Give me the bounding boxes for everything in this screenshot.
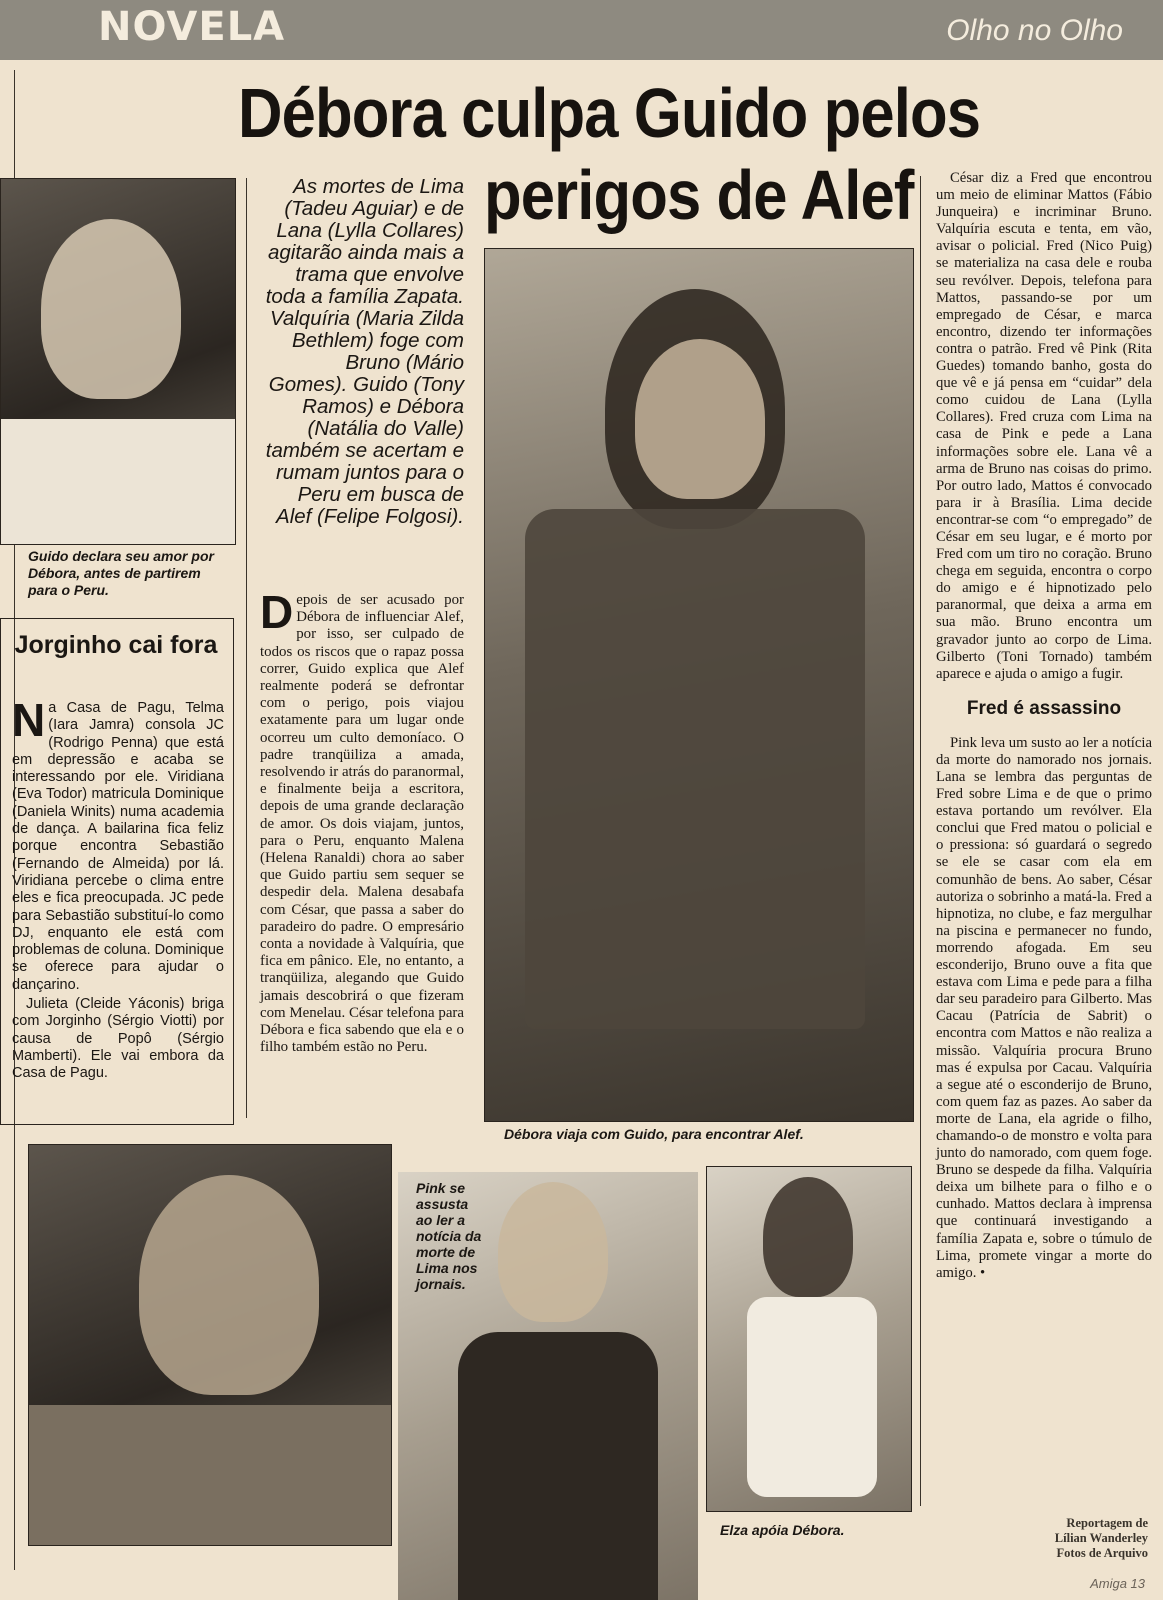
headline-line-2: perigos de Alef bbox=[484, 156, 914, 234]
sidebar-text-1: a Casa de Pagu, Telma (Iara Jamra) consola JC (Rodrigo Penna) que está em depressão e acaba se interessando por ele. Viridiana (Eva Todor) matricula Dominique (Daniela Winits) numa academia de dança. A bailarina fica feliz porque encontra Sebastião (Fernando de Almeida) por lá. Viridiana percebe o clima entre eles e fica preocupada. JC pede para Sebastião substituí-lo como DJ, enquanto ele está com problemas de coluna. Dominique se oferece para ajudar o dançarino. bbox=[12, 700, 224, 993]
credit-line-1: Reportagem de bbox=[1066, 1516, 1148, 1530]
right-column bbox=[936, 170, 1152, 1282]
right-paragraph-1: César diz a Fred que encontrou um meio de eliminar Mattos (Fábio Junqueira) e incriminar Bruno. Valquíria escuta e tenta, em vão, avisar o policial. Fred (Nico Puig) se materializa na casa dele e rouba seu revólver. Depois, telefona para Mattos, passando-se por um empregado de César, e marca encontro, dizendo ter informações contra o patrão. Fred vê Pink (Rita Guedes) tomando banho, gosta do que vê e já pensa em “cuidar” dela como cuidou de Lana (Lylla Collares). Fred cruza com Lima na casa de Pink e pede a Lana informações sobre ele. Lana vê a arma de Bruno nas coisas do primo. Por outro lado, Mattos é convocado para ir à Brasília. Lima decide encontrar-se com “o empregado” de César em seu lugar, e é morto por Fred com um tiro no coração. Bruno chega em seguida, encontra o corpo do amigo e é hipnotizado pelo paranormal, que deixa a arma em sua mão. Bruno encontra um gravador junto ao corpo de Lima. Gilberto (Toni Tornado) também aparece e ajuda o amigo a fugir. bbox=[936, 170, 1152, 682]
sidebar-paragraph-1 bbox=[12, 694, 224, 994]
sidebar-dropcap: N bbox=[12, 694, 46, 746]
credits bbox=[980, 1516, 1148, 1561]
column-rule-1 bbox=[246, 178, 247, 1118]
pink-outfit-shape bbox=[458, 1332, 658, 1600]
pink-head-shape bbox=[498, 1182, 608, 1322]
main-article bbox=[260, 586, 464, 1056]
sidebar-body bbox=[12, 694, 224, 1083]
dress-shape bbox=[525, 509, 865, 1029]
elza-caption: Elza apóia Débora. bbox=[720, 1522, 845, 1538]
pink-caption: Pink se assusta ao ler a notícia da morte de Lima nos jornais. bbox=[416, 1180, 482, 1292]
main-article-text: epois de ser acusado por Débora de influenciar Alef, por isso, ser culpado de todos os riscos que o rapaz possa correr, Guido explica que Alef realmente poderá se defrontar com o perigo, pois viajou exatamente para um lugar onde ocorreu um culto demoníaco. O padre tranqüiliza a amada, resolvendo ir atrás do paranormal, e finalmente beija a escritora, depois de uma grande declaração de amor. Os dois viajam, juntos, para o Peru, enquanto Malena (Helena Ranaldi) chora ao saber que Guido partiu sem sequer se despedir dela. Malena desabafa com César, que passa a saber do paradeiro do padre. O empresário conta a novidade à Valquíria, que fica em pânico. Ele, no entanto, a tranqüiliza, alegando que Guido jamais descobrirá o que fizeram com Menelau. César telefona para Débora e fica sabendo que ela e o filho também estão no Peru. bbox=[260, 592, 464, 1056]
page-footer: Amiga 13 bbox=[1090, 1576, 1145, 1591]
column-rule-2 bbox=[920, 176, 921, 1506]
debora-caption: Débora viaja com Guido, para encontrar Alef. bbox=[504, 1126, 804, 1142]
column-kicker: Olho no Olho bbox=[946, 14, 1123, 47]
portrait-head-shape bbox=[41, 219, 181, 399]
intro-text: As mortes de Lima (Tadeu Aguiar) e de Lana (Lylla Collares) agitarão ainda mais a trama que envolve toda a família Zapata. Valquíria (Maria Zilda Bethlem) foge com Bruno (Mário Gomes). Guido (Tony Ramos) e Débora (Natália do Valle) também se acertam e rumam juntos para o Peru em busca de Alef (Felipe Folgosi). bbox=[265, 175, 464, 528]
sidebar-title: Jorginho cai fora bbox=[14, 631, 218, 659]
face-shape bbox=[635, 339, 765, 499]
sidebar-paragraph-2: Julieta (Cleide Yáconis) briga com Jorginho (Sérgio Viotti) por causa de Popô (Sérgio Mamberti). Ele vai embora da Casa de Pagu. bbox=[12, 996, 224, 1082]
guido-caption: Guido declara seu amor por Débora, antes de partirem para o Peru. bbox=[28, 548, 214, 598]
headline-line-1: Débora culpa Guido pelos bbox=[238, 74, 981, 152]
older-man-head-shape bbox=[139, 1175, 319, 1395]
older-man-photo bbox=[28, 1144, 392, 1546]
guido-photo bbox=[0, 178, 236, 545]
credit-line-2: Lílian Wanderley bbox=[1054, 1531, 1148, 1545]
right-paragraph-2: Pink leva um susto ao ler a notícia da morte do namorado nos jornais. Lana se lembra das perguntas de Fred sobre Lima e de que o primo estava portando um revólver. Ela conclui que Fred matou o policial e o pressiona: só guardará o segredo se ele se casar com ela em comunhão de bens. Ao saber, César autoriza o sobrinho a matá-la. Fred a hipnotiza, no clube, e faz mergulhar na piscina e permanecer no fundo, morrendo afogada. Em seu esconderijo, Bruno ouve a fita que estava com Lima e pede para a filha dar seu paradeiro para Gilberto. Mas Cacau (Patrícia de Sabrit) o encontra com Mattos e não realiza a missão. Valquíria procura Bruno mas é expulsa por Cacau. Valquíria a segue até o esconderijo de Bruno, com quem faz as pazes. Ao saber da morte de Lana, ela agride o filho, chamando-o de monstro e volta para junto do namorado, com quem foge. Bruno se despede da filha. Valquíria deixa um bilhete para o filho e o cunhado. Mattos declara à imprensa que continuará investigando a família Zapata e, sobre o túmulo de Lima, promete vingar a morte do amigo. • bbox=[936, 734, 1152, 1281]
elza-dress-shape bbox=[747, 1297, 877, 1497]
right-subhead: Fred é assassino bbox=[966, 697, 1122, 719]
debora-photo bbox=[484, 248, 914, 1122]
older-man-shirt-shape bbox=[29, 1405, 391, 1545]
section-label: NOVELA bbox=[98, 4, 286, 50]
main-article-paragraph bbox=[260, 586, 464, 1056]
credit-line-3: Fotos de Arquivo bbox=[1056, 1546, 1148, 1560]
elza-photo bbox=[706, 1166, 912, 1512]
elza-hair-shape bbox=[763, 1177, 853, 1297]
portrait-shirt-shape bbox=[1, 419, 235, 544]
main-dropcap: D bbox=[260, 586, 294, 638]
